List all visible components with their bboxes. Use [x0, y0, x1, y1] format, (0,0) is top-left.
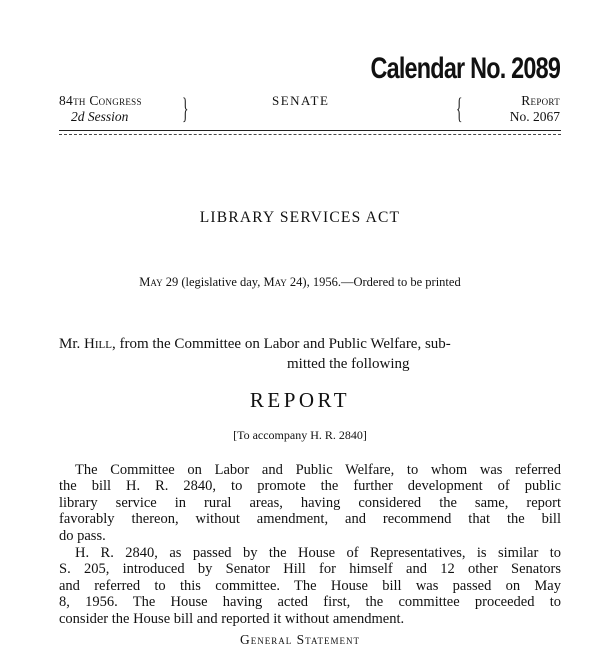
paragraph-line: The Committee on Labor and Public Welfare, to whom was referred: [75, 462, 561, 478]
calendar-number: Calendar No. 2089: [370, 52, 560, 85]
congress-label: 84th Congress: [59, 93, 142, 108]
date-text-2: 24), 1956.—Ordered to be printed: [286, 275, 461, 289]
right-brace-icon: {: [455, 92, 463, 125]
congress-session-block: [59, 93, 142, 125]
paragraph-1: [59, 462, 561, 544]
left-brace-icon: }: [181, 92, 189, 125]
chamber-label: SENATE: [272, 93, 330, 108]
act-title: LIBRARY SERVICES ACT: [199, 209, 401, 226]
accompany-line: [To accompany H. R. 2840]: [233, 428, 367, 442]
paragraph-line: S. 205, introduced by Senator Hill for himself and 12 other Senators: [59, 561, 561, 578]
senator-name: Hill: [84, 336, 112, 352]
paragraph-line: 8, 1956. The House having acted first, the committee proceeded to: [59, 594, 561, 611]
report-number: No. 2067: [509, 109, 560, 124]
report-label: Report: [521, 93, 560, 108]
session-label: 2d Session: [71, 109, 129, 124]
paragraph-line: and referred to this committee. The House bill was passed on May: [59, 577, 561, 594]
report-number-block: [510, 93, 560, 125]
date-text-1: 29 (legislative day,: [162, 275, 264, 289]
submitted-line1: , from the Committee on Labor and Public Welfare, sub-: [111, 336, 451, 352]
paragraph-2: [59, 545, 561, 627]
header-rule-dashed: [59, 134, 561, 135]
submitted-line2: mitted the following: [287, 356, 410, 372]
date-month-1: May: [139, 275, 163, 289]
date-line: [0, 275, 600, 290]
paragraph-line: favorably thereon, without amendment, and recommend that the bill: [59, 511, 561, 528]
paragraph-line: consider the House bill and reported it without amendment.: [59, 610, 405, 627]
paragraph-line: H. R. 2840, as passed by the House of Representatives, is similar to: [75, 545, 561, 561]
section-heading: General Statement: [240, 632, 360, 647]
header-rule: [59, 130, 561, 131]
report-heading: REPORT: [249, 388, 351, 412]
paragraph-line: library service in rural areas, having considered the same, report: [59, 494, 561, 511]
paragraph-line: the bill H. R. 2840, to promote the further development of public: [59, 478, 561, 495]
submitted-prefix: Mr.: [59, 336, 85, 352]
submitted-by: [59, 334, 561, 374]
paragraph-line: do pass.: [59, 527, 106, 544]
date-month-2: May: [263, 275, 287, 289]
